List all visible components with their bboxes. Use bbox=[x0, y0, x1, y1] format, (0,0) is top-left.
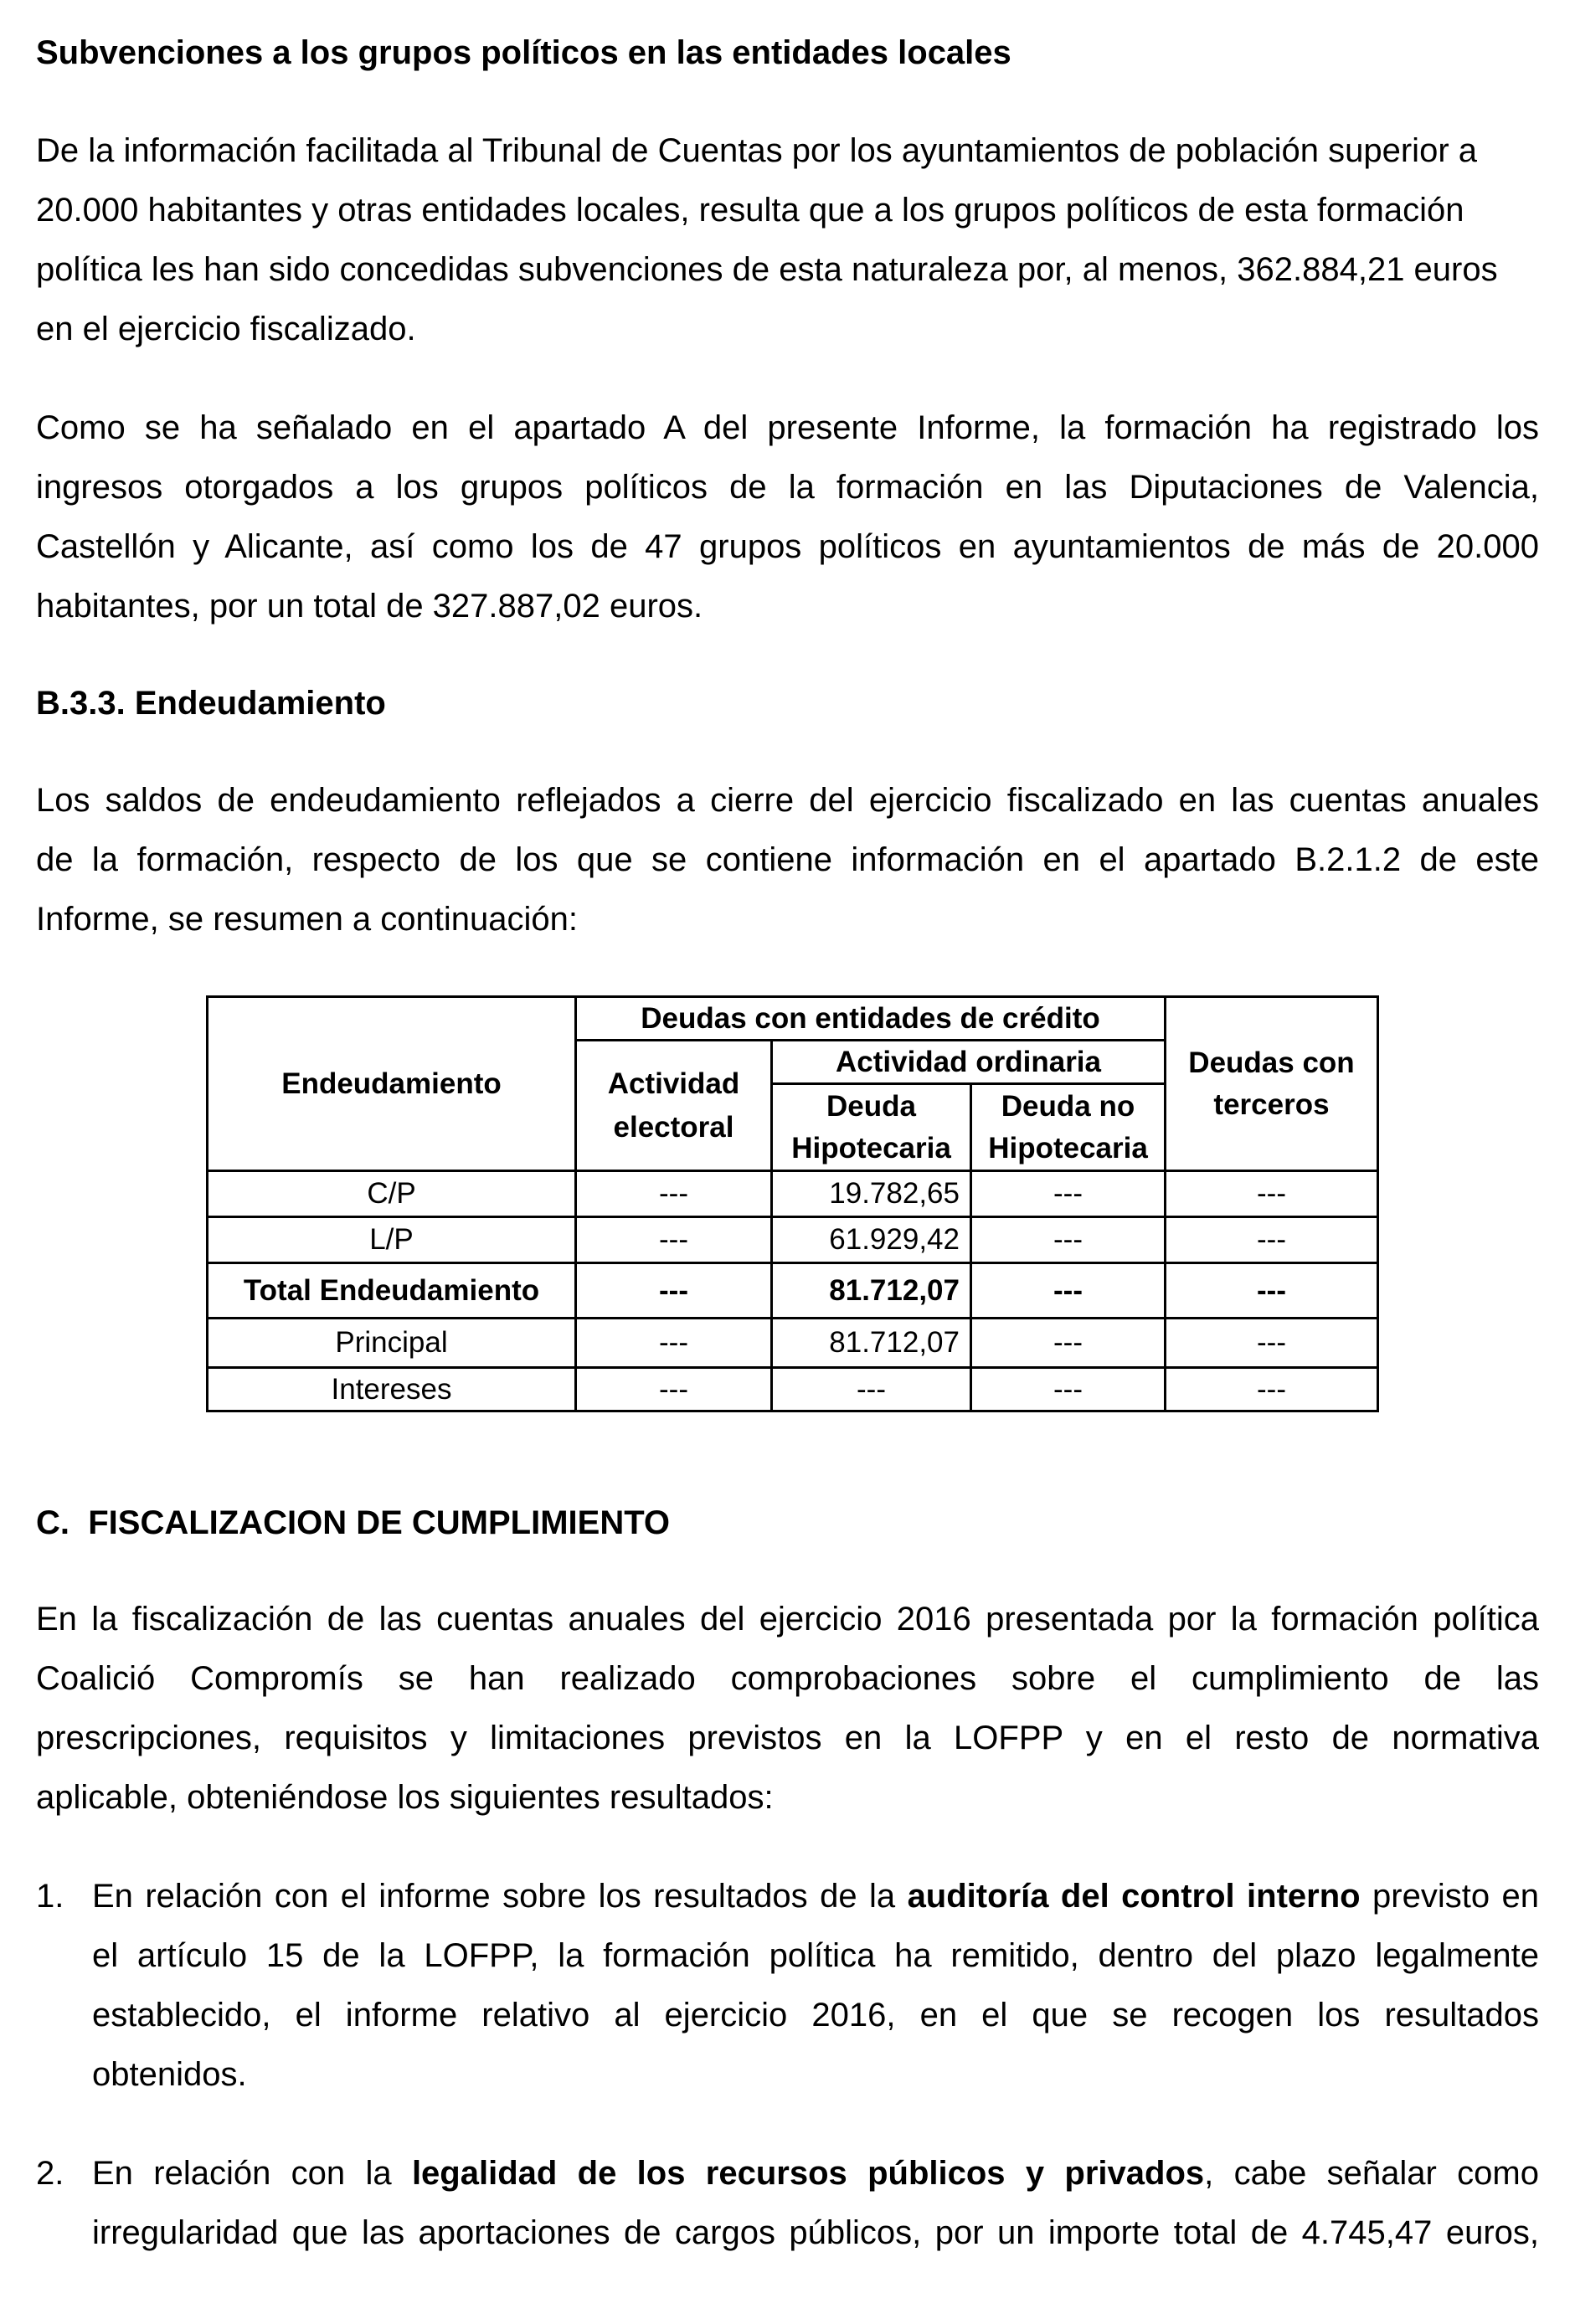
text-line: Informe, se resumen a continuación: bbox=[36, 901, 579, 938]
text-line: De la información facilitada al Tribunal de Cuentas por los ayuntamientos de población superior a bbox=[36, 132, 1477, 169]
header-actividad-ordinaria: Actividad ordinaria bbox=[772, 1041, 1166, 1084]
row-label: Total Endeudamiento bbox=[208, 1263, 576, 1319]
text-line: Coalició Compromís se han realizado comprobaciones sobre el cumplimiento de las bbox=[36, 1660, 1539, 1697]
table-row bbox=[208, 1368, 1378, 1411]
table-row bbox=[208, 1171, 1378, 1217]
cell-no-hipotecaria: --- bbox=[971, 1368, 1166, 1411]
cell-terceros: --- bbox=[1166, 1171, 1378, 1217]
list-item bbox=[36, 2144, 1539, 2263]
header-actividad-electoral: Actividad electoral bbox=[576, 1041, 772, 1171]
text-line: irregularidad que las aportaciones de cargos públicos, por un importe total de 4.745,47 euros, bbox=[92, 2214, 1539, 2251]
text-line: ingresos otorgados a los grupos políticos de la formación en las Diputaciones de Valencia, bbox=[36, 469, 1539, 506]
cell-hipotecaria: --- bbox=[772, 1368, 971, 1411]
bold-text: auditoría del control interno bbox=[907, 1878, 1361, 1915]
header-endeudamiento: Endeudamiento bbox=[208, 997, 576, 1171]
text-line: establecido, el informe relativo al ejercicio 2016, en el que se recogen los resultados bbox=[92, 1997, 1539, 2034]
subvenciones-paragraph-2 bbox=[36, 398, 1539, 636]
subvenciones-paragraph-1 bbox=[36, 121, 1539, 359]
text-line: Como se ha señalado en el apartado A del presente Informe, la formación ha registrado los bbox=[36, 409, 1539, 446]
table-row-total bbox=[208, 1263, 1378, 1319]
row-label: Intereses bbox=[208, 1368, 576, 1411]
text-line: En la fiscalización de las cuentas anuales del ejercicio 2016 presentada por la formación política bbox=[36, 1601, 1539, 1638]
bold-text: legalidad de los recursos públicos y privados bbox=[411, 2155, 1205, 2192]
text-line: Los saldos de endeudamiento reflejados a cierre del ejercicio fiscalizado en las cuentas anuales bbox=[36, 782, 1539, 819]
cell-electoral: --- bbox=[576, 1217, 772, 1263]
text-run: previsto en bbox=[1360, 1878, 1539, 1915]
text-line: prescripciones, requisitos y limitaciones previstos en la LOFPP y en el resto de normativa bbox=[36, 1720, 1539, 1756]
cell-electoral: --- bbox=[576, 1263, 772, 1319]
text-line: obtenidos. bbox=[92, 2056, 247, 2093]
text-run: En relación con la bbox=[92, 2155, 412, 2192]
text-line: el artículo 15 de la LOFPP, la formación política ha remitido, dentro del plazo legalmente bbox=[92, 1937, 1539, 1974]
row-label: C/P bbox=[208, 1171, 576, 1217]
text-line: Castellón y Alicante, así como los de 47 grupos políticos en ayuntamientos de más de 20.000 bbox=[36, 528, 1539, 565]
table-row bbox=[208, 1217, 1378, 1263]
list-item-number: 1. bbox=[36, 1878, 64, 1915]
list-item bbox=[36, 1867, 1539, 2105]
cell-hipotecaria: 61.929,42 bbox=[772, 1217, 971, 1263]
cell-electoral: --- bbox=[576, 1319, 772, 1368]
text-line bbox=[92, 2144, 1539, 2203]
cell-no-hipotecaria: --- bbox=[971, 1217, 1166, 1263]
text-run: , cabe señalar como bbox=[1204, 2155, 1539, 2192]
table-row bbox=[208, 1319, 1378, 1368]
endeudamiento-table-wrap bbox=[206, 995, 1379, 1412]
header-deudas-terceros: Deudas con terceros bbox=[1166, 997, 1378, 1171]
cell-hipotecaria: 81.712,07 bbox=[772, 1263, 971, 1319]
cell-electoral: --- bbox=[576, 1171, 772, 1217]
cell-hipotecaria: 81.712,07 bbox=[772, 1319, 971, 1368]
cell-terceros: --- bbox=[1166, 1319, 1378, 1368]
text-line bbox=[92, 1867, 1539, 1926]
text-run: En relación con el informe sobre los resultados de la bbox=[92, 1878, 908, 1915]
row-label: Principal bbox=[208, 1319, 576, 1368]
text-line: en el ejercicio fiscalizado. bbox=[36, 311, 416, 347]
text-line: habitantes, por un total de 327.887,02 euros. bbox=[36, 588, 703, 625]
fiscalizacion-paragraph bbox=[36, 1590, 1539, 1828]
endeudamiento-paragraph bbox=[36, 771, 1539, 949]
text-line: 20.000 habitantes y otras entidades locales, resulta que a los grupos políticos de esta formación bbox=[36, 192, 1464, 229]
cell-no-hipotecaria: --- bbox=[971, 1319, 1166, 1368]
endeudamiento-table bbox=[206, 995, 1379, 1412]
subvenciones-heading: Subvenciones a los grupos políticos en las entidades locales bbox=[36, 34, 1011, 71]
cell-electoral: --- bbox=[576, 1368, 772, 1411]
list-item-number: 2. bbox=[36, 2155, 64, 2192]
text-line: aplicable, obteniéndose los siguientes resultados: bbox=[36, 1779, 774, 1816]
cell-hipotecaria: 19.782,65 bbox=[772, 1171, 971, 1217]
header-deuda-hipotecaria: Deuda Hipotecaria bbox=[772, 1084, 971, 1171]
fiscalizacion-heading: C. FISCALIZACION DE CUMPLIMIENTO bbox=[36, 1504, 671, 1541]
cell-terceros: --- bbox=[1166, 1263, 1378, 1319]
text-line: política les han sido concedidas subvenciones de esta naturaleza por, al menos, 362.884,21 euros bbox=[36, 251, 1498, 288]
cell-terceros: --- bbox=[1166, 1217, 1378, 1263]
text-line: de la formación, respecto de los que se contiene información en el apartado B.2.1.2 de este bbox=[36, 841, 1539, 878]
endeudamiento-heading: B.3.3. Endeudamiento bbox=[36, 685, 386, 722]
cell-terceros: --- bbox=[1166, 1368, 1378, 1411]
cell-no-hipotecaria: --- bbox=[971, 1171, 1166, 1217]
cell-no-hipotecaria: --- bbox=[971, 1263, 1166, 1319]
header-deuda-no-hipotecaria: Deuda no Hipotecaria bbox=[971, 1084, 1166, 1171]
header-deudas-credito: Deudas con entidades de crédito bbox=[576, 997, 1166, 1041]
row-label: L/P bbox=[208, 1217, 576, 1263]
